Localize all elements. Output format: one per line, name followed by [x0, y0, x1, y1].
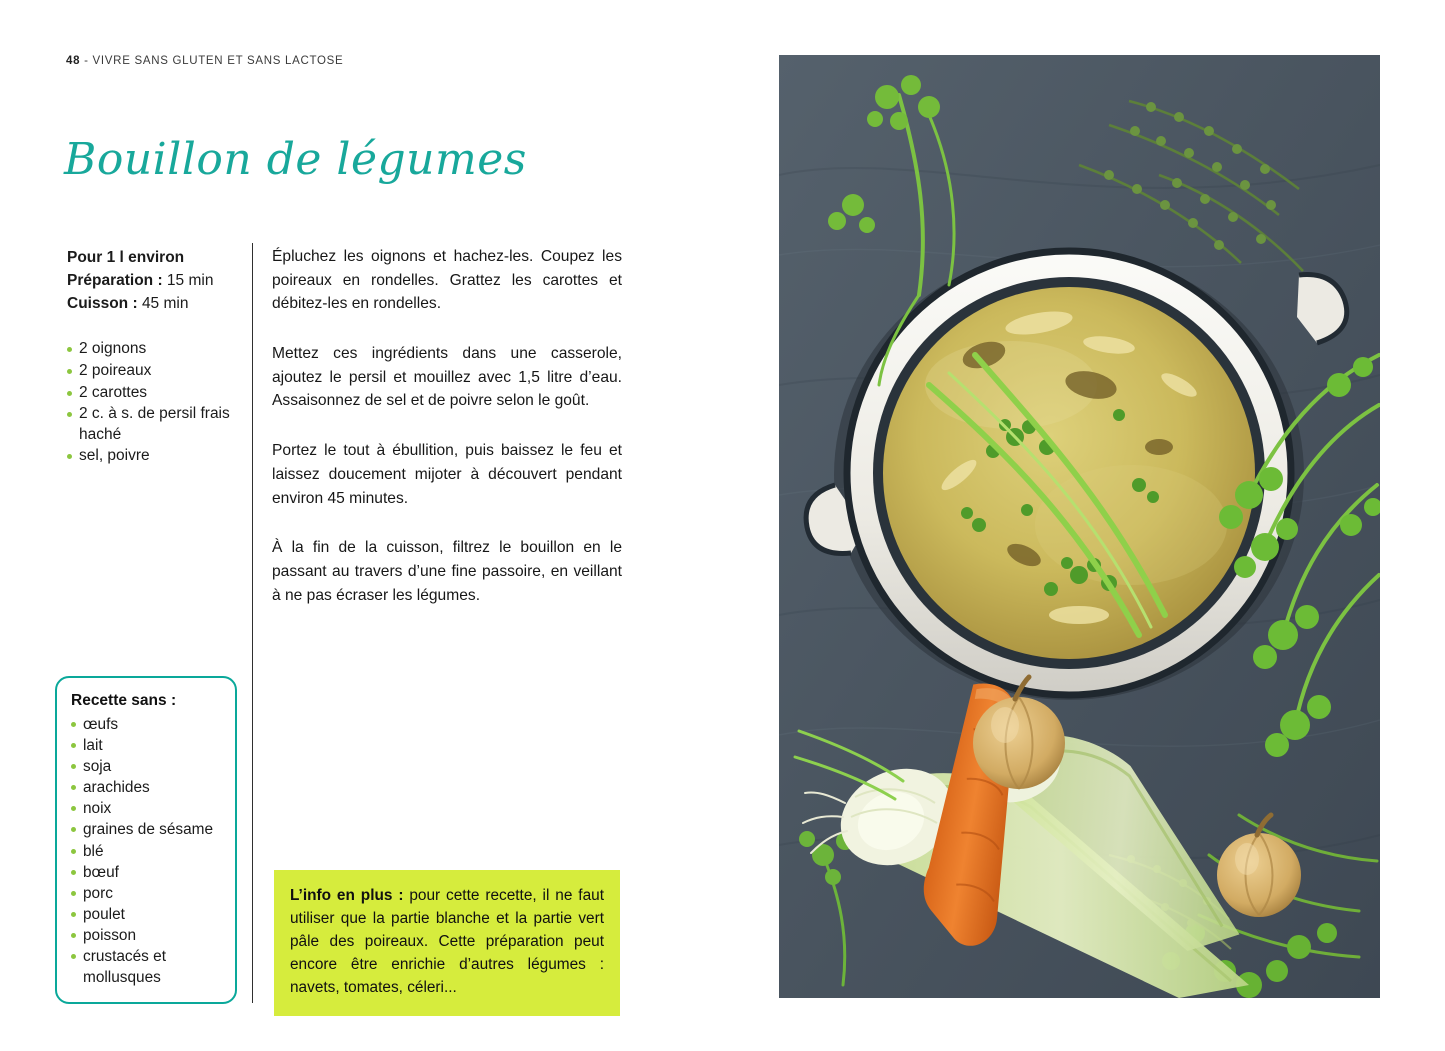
page-title: Bouillon de légumes — [64, 134, 527, 185]
page-number: 48 — [66, 55, 81, 67]
instructions-column — [272, 245, 622, 633]
prep-label: Préparation : — [67, 271, 163, 289]
recipe-photo — [779, 55, 1380, 998]
list-item: sel, poivre — [67, 446, 239, 467]
info-label: L’info en plus : — [290, 887, 404, 904]
list-item: 2 oignons — [67, 339, 239, 360]
cook-label: Cuisson : — [67, 294, 138, 312]
column-divider — [252, 243, 253, 1003]
list-item: porc — [71, 883, 221, 904]
list-item: crustacés et mollusques — [71, 946, 221, 988]
instruction-step: Épluchez les oignons et hachez-les. Coupez les poireaux en rondelles. Grattez les carottes et débitez-les en rondelles. — [272, 248, 622, 313]
cook-line — [67, 293, 239, 316]
list-item: poulet — [71, 904, 221, 925]
list-item: graines de sésame — [71, 819, 221, 840]
list-item: lait — [71, 735, 221, 756]
free-from-list — [71, 714, 221, 988]
info-callout — [274, 870, 620, 1016]
yield-label: Pour 1 l environ — [67, 249, 185, 266]
list-item: 2 carottes — [67, 383, 239, 404]
free-from-heading: Recette sans : — [71, 692, 177, 709]
header-separator: - — [84, 55, 89, 67]
ingredient-list — [67, 339, 239, 467]
info-body: pour cette recette, il ne faut utiliser que la partie blanche et la partie vert pâle des poireaux. Cette préparation peut encore être enrichie d’autres légumes : navets, tomates, céleri... — [290, 887, 604, 997]
prep-value: 15 min — [166, 271, 214, 289]
list-item: 2 c. à s. de persil frais haché — [67, 404, 239, 445]
list-item: blé — [71, 841, 221, 862]
instruction-step: Mettez ces ingrédients dans une casserole, ajoutez le persil et mouillez avec 1,5 litre d’eau. Assaisonnez de sel et de poivre selon le goût. — [272, 345, 622, 410]
list-item: arachides — [71, 777, 221, 798]
list-item: œufs — [71, 714, 221, 735]
instruction-step: Portez le tout à ébullition, puis baissez le feu et laissez doucement mijoter à découvert pendant environ 45 minutes. — [272, 442, 622, 507]
ingredients-column — [67, 247, 239, 483]
list-item: bœuf — [71, 862, 221, 883]
info-text — [290, 884, 604, 1000]
instruction-step: À la fin de la cuisson, filtrez le bouillon en le passant au travers d’une fine passoire, en veillant à ne pas écraser les légumes. — [272, 539, 622, 604]
list-item: 2 poireaux — [67, 361, 239, 382]
list-item: soja — [71, 756, 221, 777]
list-item: noix — [71, 798, 221, 819]
prep-line — [67, 270, 239, 293]
running-header — [66, 55, 343, 67]
free-from-box — [55, 676, 237, 1004]
cook-value: 45 min — [141, 294, 189, 312]
list-item: poisson — [71, 925, 221, 946]
book-title: VIVRE SANS GLUTEN ET SANS LACTOSE — [92, 55, 344, 67]
